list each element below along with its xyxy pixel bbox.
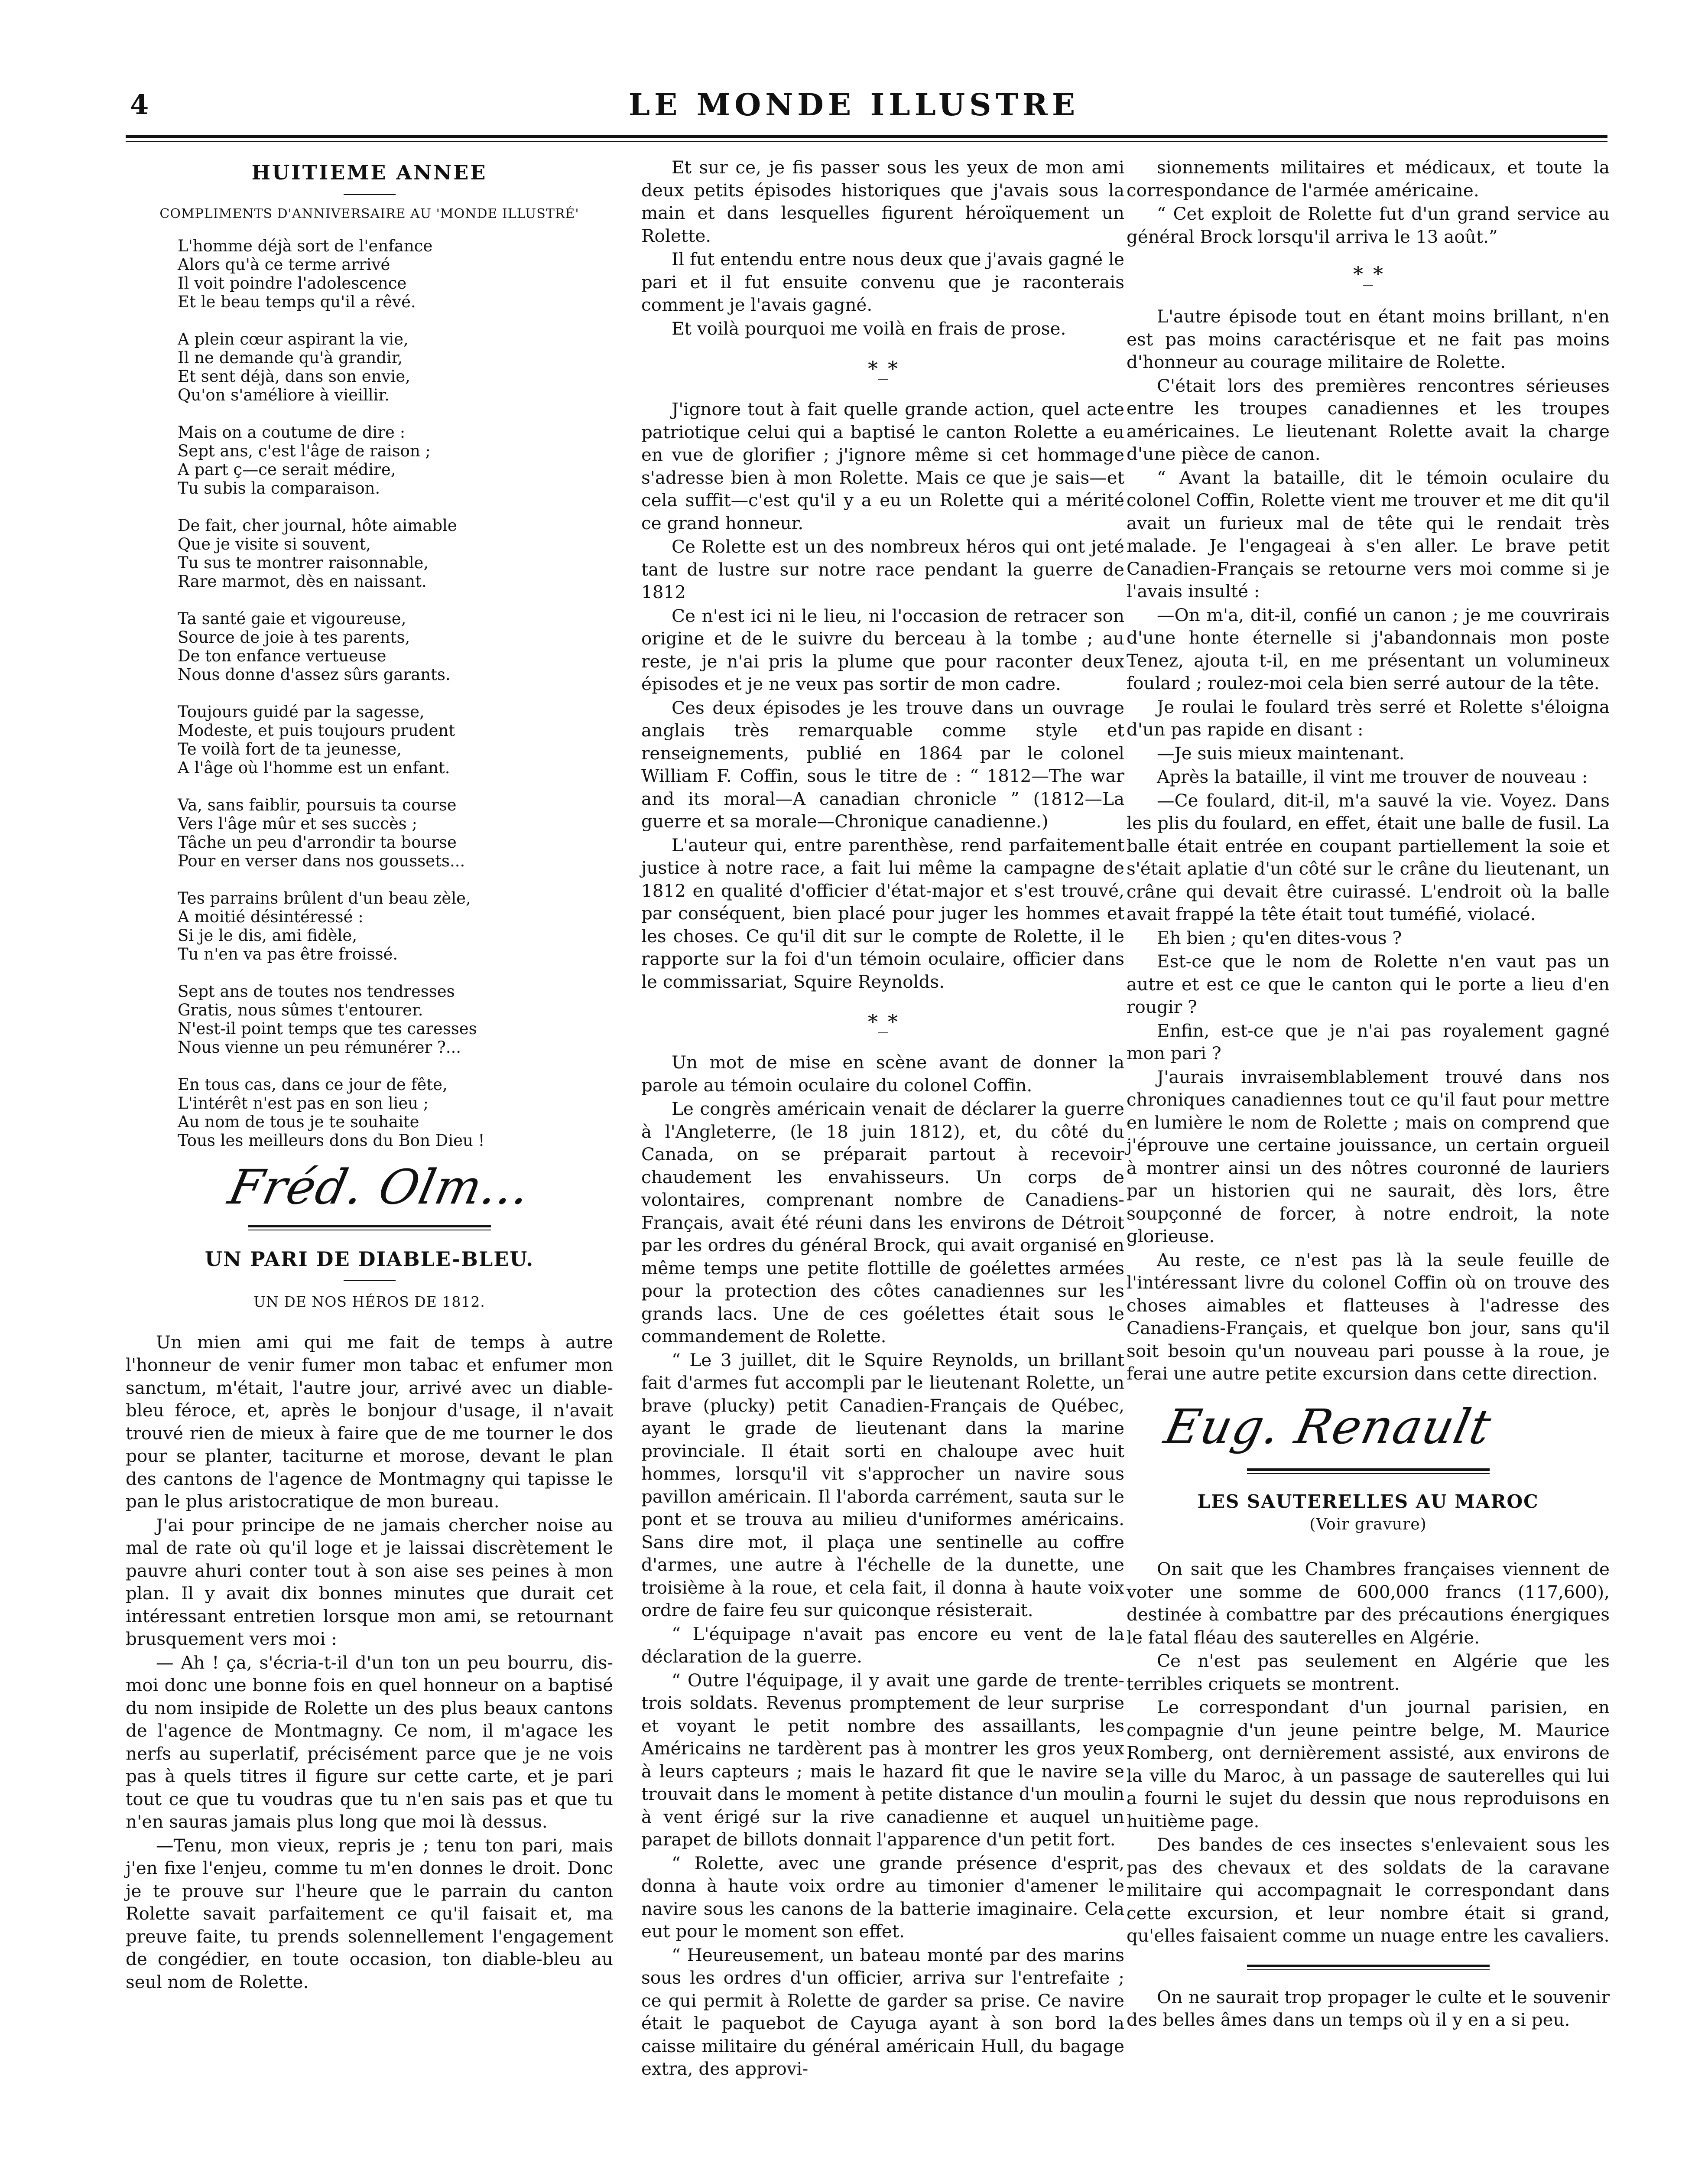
paragraph: L'autre épisode tout en étant moins brillant, n'en est pas moins caractérisque et ne fait pas moins d'honneur au courage militaire de Rolette. bbox=[1127, 306, 1610, 372]
poem-line: Nous vienne un peu rémunérer ?... bbox=[178, 1038, 461, 1057]
poem bbox=[178, 237, 613, 1150]
paragraph: Est-ce que le nom de Rolette n'en vaut pas un autre et est ce que le canton qui le porte a lieu d'en rougir ? bbox=[1127, 951, 1610, 1017]
poem-line: Toujours guidé par la sagesse, bbox=[178, 703, 425, 721]
poem-line: A l'âge où l'homme est un enfant. bbox=[178, 758, 450, 777]
section-stars: *_* bbox=[868, 357, 898, 380]
paragraph: Eh bien ; qu'en dites-vous ? bbox=[1157, 927, 1402, 948]
poem-line: Tu sus te montrer raisonnable, bbox=[178, 553, 429, 572]
paragraph: Après la bataille, il vint me trouver de nouveau : bbox=[1157, 766, 1588, 787]
paragraph: Et sur ce, je fis passer sous les yeux de mon ami deux petits épisodes historiques que j'avais sous la main et dans lesquelles figurent héroïquement un Rolette. bbox=[641, 157, 1124, 246]
paragraph: Ces deux épisodes je les trouve dans un ouvrage anglais très remarquable comme style et renseignements, publié en 1864 par le colonel William F. Coffin, sous le titre de : “ 1812—The war and its moral—A canadian chronicle ” (1812—La guerre et sa morale—Chronique canadienne.) bbox=[641, 697, 1124, 832]
paragraph: C'était lors des premières rencontres sérieuses entre les troupes canadiennes et les troupes américaines. Le lieutenant Rolette avait la charge d'une pièce de canon. bbox=[1127, 375, 1610, 464]
poem-line: Te voilà fort de ta jeunesse, bbox=[178, 740, 402, 758]
section-divider bbox=[1247, 1468, 1490, 1474]
poem-line: Vers l'âge mûr et ses succès ; bbox=[178, 814, 417, 833]
poem-line: Rare marmot, dès en naissant. bbox=[178, 572, 427, 591]
poem-stanza bbox=[178, 889, 613, 963]
paragraph: On sait que les Chambres françaises viennent de voter une somme de 600,000 francs (117,600), destinée à combattre par des précautions énergiques le fatal fléau des sauterelles en Algérie. bbox=[1127, 1559, 1610, 1648]
page-number: 4 bbox=[130, 89, 149, 120]
section-stars: *_* bbox=[1353, 262, 1383, 286]
poem-subtitle: COMPLIMENTS D'ANNIVERSAIRE AU 'MONDE ILLUSTRÉ' bbox=[159, 206, 579, 221]
poem-stanza bbox=[178, 796, 613, 870]
locusts-title: LES SAUTERELLES AU MAROC bbox=[1197, 1491, 1539, 1512]
poem-stanza bbox=[178, 703, 613, 777]
poem-stanza bbox=[178, 330, 613, 404]
paragraph: —Ce foulard, dit-il, m'a sauvé la vie. Voyez. Dans les plis du foulard, en effet, était une balle de fusil. La balle était entrée en coupant partiellement la soie et s'était aplatie d'un côté sur le crâne du lieutenant, un crâne qui devait être cuirassé. L'endroit où la balle avait frappé la tête était tout tuméfié, violacé. bbox=[1127, 790, 1610, 924]
paragraph: Un mien ami qui me fait de temps à autre l'honneur de venir fumer mon tabac et enfumer mon sanctum, m'était, l'autre jour, arrivé avec un diable-bleu féroce, et, après le bonjour d'usage, il n'avait trouvé rien de mieux à faire que de me tourner le dos pour se planter, taciturne et morose, devant le plan des cantons de l'agence de Montmagny qui tapisse le pan le plus aristocratique de mon bureau. bbox=[126, 1331, 613, 1512]
story-text-col2-a bbox=[641, 156, 1124, 340]
locusts-text bbox=[1127, 1558, 1610, 1947]
poem-stanza bbox=[178, 423, 613, 498]
poem-line: N'est-il point temps que tes caresses bbox=[178, 1019, 477, 1038]
paragraph: “ Le 3 juillet, dit le Squire Reynolds, un brillant fait d'armes fut accompli par le lieutenant Rolette, un brave (plucky) petit Canadien-Français de Québec, ayant le grade de lieutenant dans la marine provinciale. Il était sorti en chaloupe avec huit hommes, lorsqu'il vit s'approcher un navire sous pavillon américain. Il l'aborda carrément, sauta sur le pont et se trouva au milieu d'uniformes américains. Sans dire mot, il plaça une sentinelle au coffre d'armes, une autre à l'échelle de la dunette, une troisième à la roue, et cela fait, il donna à haute voix ordre de faire feu sur quiconque résisterait. bbox=[641, 1349, 1124, 1620]
poem-line: Tu n'en va pas être froissé. bbox=[178, 945, 398, 963]
column-2 bbox=[641, 156, 1124, 2080]
poem-line: Qu'on s'améliore à vieillir. bbox=[178, 386, 390, 404]
poem-line: L'homme déjà sort de l'enfance bbox=[178, 237, 433, 255]
paragraph: “ L'équipage n'avait pas encore eu vent de la déclaration de la guerre. bbox=[641, 1623, 1124, 1667]
story-text-col2-b bbox=[641, 398, 1124, 993]
poem-line: En tous cas, dans ce jour de fête, bbox=[178, 1075, 448, 1094]
poem-line: Tâche un peu d'arrondir ta bourse bbox=[178, 833, 457, 852]
paragraph: Ce n'est ici ni le lieu, ni l'occasion de retracer son origine et de le suivre du berceau à la tombe ; au reste, je n'ai pris la plume que pour raconter deux épisodes et je ne veux pas sortir de mon cadre. bbox=[641, 605, 1124, 694]
story-text-col2-c bbox=[641, 1051, 1124, 2080]
column-1 bbox=[126, 156, 613, 1993]
poem-line: Au nom de tous je te souhaite bbox=[178, 1113, 419, 1131]
poem-line: A part ç—ce serait médire, bbox=[178, 460, 396, 479]
poem-stanza bbox=[178, 237, 613, 311]
poem-line: Tu subis la comparaison. bbox=[178, 479, 380, 498]
paragraph: J'ignore tout à fait quelle grande action, quel acte patriotique celui qui a baptisé le canton Rolette a eu en vue de glorifier ; j'ignore même si cet hommage s'adresse bien à mon Rolette. Mais ce que je sais—et cela suffit—c'est qu'il y a eu un Rolette qui a mérité ce grand honneur. bbox=[641, 399, 1124, 534]
poem-line: Sept ans, c'est l'âge de raison ; bbox=[178, 442, 431, 460]
poem-line: A plein cœur aspirant la vie, bbox=[178, 330, 409, 348]
paragraph: Le correspondant d'un journal parisien, en compagnie d'un jeune peintre belge, M. Maurice Romberg, ont dernièrement assisté, aux environs de la ville du Maroc, à un passage de sauterelles qui lui a fourni le sujet du dessin que nous reproduisons en huitième page. bbox=[1127, 1697, 1610, 1832]
paragraph: L'auteur qui, entre parenthèse, rend parfaitement justice à notre race, a fait lui même la campagne de 1812 en qualité d'officier d'état-major et s'est trouvé, par conséquent, bien placé pour juger les hommes et les choses. Ce qu'il dit sur le compte de Rolette, il le rapporte sur la foi d'un témoin oculaire, officier dans le commissariat, Squire Reynolds. bbox=[641, 834, 1124, 992]
poem-line: Et sent déjà, dans son envie, bbox=[178, 367, 410, 386]
poem-line: Pour en verser dans nos goussets... bbox=[178, 852, 465, 870]
poem-line: Tous les meilleurs dons du Bon Dieu ! bbox=[178, 1131, 485, 1150]
poem-line: Il ne demande qu'à grandir, bbox=[178, 348, 403, 367]
paragraph: “ Avant la bataille, dit le témoin oculaire du colonel Coffin, Rolette vient me trouver et me dit qu'il avait un furieux mal de tête qui le rendait très malade. Je l'engageai à s'en aller. Le brave petit Canadien-Français se retourne vers moi comme si je l'avais insulté : bbox=[1127, 467, 1610, 602]
poem-line: L'intérêt n'est pas en son lieu ; bbox=[178, 1094, 429, 1113]
section-stars: *_* bbox=[868, 1010, 898, 1033]
paragraph: J'ai pour principe de ne jamais chercher noise au mal de rate où qu'il loge et je laissai discrètement le pauvre ahuri conter tout à son aise ses peines à mon plan. Il y avait dix bonnes minutes que durait cet intéressant entretien lorsque mon ami, se retournant brusquement vers moi : bbox=[126, 1514, 613, 1649]
paragraph: Il fut entendu entre nous deux que j'avais gagné le pari et il fut ensuite convenu que je raconterais comment je l'avais gagné. bbox=[641, 249, 1124, 315]
poem-line: A moitié désintéressé : bbox=[178, 908, 364, 926]
paragraph: — Ah ! ça, s'écria-t-il d'un ton un peu bourru, dis-moi donc une bonne fois en quel honneur on a baptisé du nom insipide de Rolette un des plus beaux cantons de l'agence de Montmagny. Ce nom, il m'agace les nerfs au superlatif, précisément parce que je ne vois pas à quels titres il figure sur cette carte, et je pari tout ce que tu voudras que tu n'en sais pas et que tu n'en sauras jamais plus long que moi là dessus. bbox=[126, 1652, 613, 1832]
poem-line: De fait, cher journal, hôte aimable bbox=[178, 516, 457, 535]
story-subtitle: UN DE NOS HÉROS DE 1812. bbox=[253, 1293, 485, 1310]
paragraph: Au reste, ce n'est pas là la seule feuille de l'intéressant livre du colonel Coffin où on trouve des choses aimables et flatteuses à l'adresse des Canadiens-Français, et quelque bon jour, sans qu'il soit besoin qu'un nouveau pari pousse à la roue, je ferai une autre petite excursion dans cette direction. bbox=[1127, 1249, 1610, 1384]
paragraph: “ Cet exploit de Rolette fut d'un grand service au général Brock lorsqu'il arriva le 13 août.” bbox=[1127, 203, 1610, 247]
masthead-rule bbox=[126, 135, 1607, 138]
signature-fred: Fréd. Olm... bbox=[224, 1159, 536, 1215]
paragraph: Je roulai le foulard très serré et Rolette s'éloigna d'un pas rapide en disant : bbox=[1127, 696, 1610, 740]
poem-line: Ta santé gaie et vigoureuse, bbox=[178, 609, 406, 628]
poem-line: Alors qu'à ce terme arrivé bbox=[178, 255, 390, 274]
paragraph: Enfin, est-ce que je n'ai pas royalement gagné mon pari ? bbox=[1127, 1020, 1610, 1064]
poem-line: Mais on a coutume de dire : bbox=[178, 423, 406, 442]
story-text-col3-a bbox=[1127, 156, 1610, 248]
poem-line: Va, sans faiblir, poursuis ta course bbox=[178, 796, 457, 814]
divider bbox=[344, 194, 396, 195]
paragraph: “ Rolette, avec une grande présence d'esprit, donna à haute voix ordre au timonier d'amener le navire sous les canons de la batterie imaginaire. Cela eut pour le moment son effet. bbox=[641, 1852, 1124, 1942]
story-text-col3-b bbox=[1127, 305, 1610, 1385]
paragraph: Ce Rolette est un des nombreux héros qui ont jeté tant de lustre sur notre race pendant la guerre de 1812 bbox=[641, 536, 1124, 602]
poem-line: Que je visite si souvent, bbox=[178, 535, 371, 553]
paragraph: Le congrès américain venait de déclarer la guerre à l'Angleterre, (le 18 juin 1812), et, du côté du Canada, on se préparait partout à recevoir chaudement les envahisseurs. Un corps de volontaires, comprenant nombre de Canadiens-Français, avait été réuni dans les environs de Détroit par les ordres du général Brock, qui avait organisé en même temps une petite flottille de goélettes armées pour la protection des côtes canadiennes sur les grands lacs. Une de ces goélettes était sous le commandement de Rolette. bbox=[641, 1098, 1124, 1347]
paragraph: —Je suis mieux maintenant. bbox=[1157, 742, 1405, 764]
poem-line: Nous donne d'assez sûrs garants. bbox=[178, 665, 451, 684]
poem-line: Gratis, nous sûmes t'entourer. bbox=[178, 1001, 423, 1019]
paragraph: Et voilà pourquoi me voilà en frais de prose. bbox=[672, 318, 1066, 339]
poem-stanza bbox=[178, 516, 613, 591]
story-title: UN PARI DE DIABLE-BLEU. bbox=[205, 1247, 534, 1271]
poem-stanza bbox=[178, 609, 613, 684]
paragraph: Ce n'est pas seulement en Algérie que les terribles criquets se montrent. bbox=[1127, 1650, 1610, 1694]
paragraph: sionnements militaires et médicaux, et toute la correspondance de l'armée américaine. bbox=[1127, 157, 1610, 201]
divider bbox=[344, 1280, 396, 1281]
section-divider bbox=[248, 1225, 491, 1230]
poem-line: Tes parrains brûlent d'un beau zèle, bbox=[178, 889, 471, 908]
poem-stanza bbox=[178, 1075, 613, 1150]
closing-paragraph: On ne saurait trop propager le culte et le souvenir des belles âmes dans un temps où il y en a si peu. bbox=[1127, 1986, 1610, 2030]
poem-line: Et le beau temps qu'il a rêvé. bbox=[178, 293, 416, 311]
poem-line: Sept ans de toutes nos tendresses bbox=[178, 982, 455, 1001]
paragraph: Un mot de mise en scène avant de donner la parole au témoin oculaire du colonel Coffin. bbox=[641, 1052, 1124, 1096]
locusts-subtitle: (Voir gravure) bbox=[1309, 1515, 1427, 1533]
poem-line: Modeste, et puis toujours prudent bbox=[178, 721, 455, 740]
signature-renault: Eug. Renault bbox=[1159, 1399, 1497, 1454]
story-text-col1 bbox=[126, 1331, 613, 1994]
section-divider bbox=[1247, 1965, 1490, 1970]
poem-stanza bbox=[178, 982, 613, 1057]
paragraph: J'aurais invraisemblablement trouvé dans nos chroniques canadiennes tout ce qu'il faut pour mettre en lumière le nom de Rolette ; mais on comprend que j'éprouve une certaine jouissance, un certain orgueil à montrer ainsi un des nôtres couronné de lauriers par un historien qui ne saurait, dès lors, être soupçonné de forcer, à notre endroit, la note glorieuse. bbox=[1127, 1066, 1610, 1246]
poem-line: Il voit poindre l'adolescence bbox=[178, 274, 407, 293]
paragraph: —Tenu, mon vieux, repris je ; tenu ton pari, mais j'en fixe l'enjeu, comme tu m'en donnes le droit. Donc je te prouve sur l'heure que le parrain du canton Rolette savait parfaitement ce qu'il faisait et, ma preuve faite, tu prends solennellement l'engagement de congédier, en toute occasion, ton diable-bleu au seul nom de Rolette. bbox=[126, 1835, 613, 1992]
poem-line: Si je le dis, ami fidèle, bbox=[178, 926, 357, 945]
paragraph: “ Outre l'équipage, il y avait une garde de trente-trois soldats. Revenus promptement de leur surprise et voyant le petit nombre des assaillants, les Américains ne tardèrent pas à montrer les gros yeux à leurs capteurs ; mais le hazard fit que le navire se trouvait dans le moment à petite distance d'un moulin à vent érigé sur la rive canadienne et auquel un parapet de billots donnait l'apparence d'un petit fort. bbox=[641, 1669, 1124, 1850]
paragraph: Des bandes de ces insectes s'enlevaient sous les pas des chevaux et des soldats de la caravane militaire qui accompagnait le correspondant dans cette excursion, et leur nombre était si grand, qu'elles faisaient comme un nuage entre les cavaliers. bbox=[1127, 1834, 1610, 1946]
poem-line: De ton enfance vertueuse bbox=[178, 647, 386, 665]
poem-title: HUITIEME ANNEE bbox=[251, 161, 487, 184]
paragraph: —On m'a, dit-il, confié un canon ; je me couvrirais d'une honte éternelle si j'abandonnais mon poste Tenez, ajouta t-il, en me présentant un volumineux foulard ; roulez-moi cela bien serré autour de la tête. bbox=[1127, 604, 1610, 693]
masthead-rule-thin bbox=[126, 141, 1607, 142]
poem-line: Source de joie à tes parents, bbox=[178, 628, 410, 647]
masthead-title: LE MONDE ILLUSTRE bbox=[628, 87, 1080, 123]
column-3 bbox=[1127, 156, 1610, 2031]
paragraph: “ Heureusement, un bateau monté par des marins sous les ordres d'un officier, arriva sur l'entrefaite ; ce qui permit à Rolette de garder sa prise. Ce navire était le paquebot de Cayuga ayant à son bord la caisse militaire du général américain Hull, du bagage extra, des approvi- bbox=[641, 1944, 1124, 2079]
